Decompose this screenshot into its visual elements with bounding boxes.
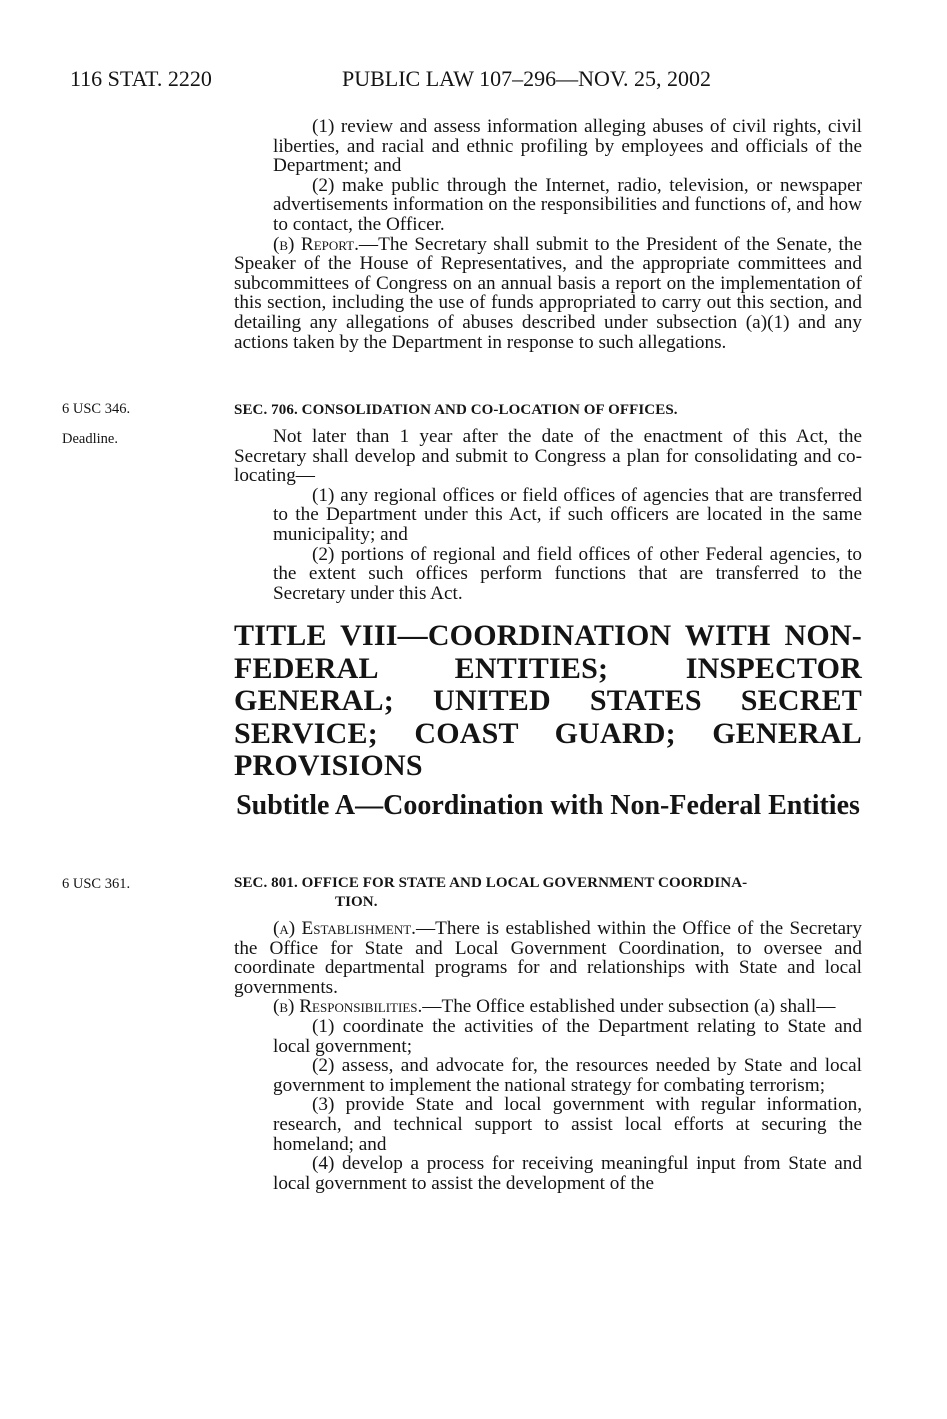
section-heading-line: SEC. 801. OFFICE FOR STATE AND LOCAL GOVERNMENT COORDINA- bbox=[234, 875, 748, 891]
section-intro: Not later than 1 year after the date of the enactment of this Act, the Secretary shall develop and submit to Congress a plan for consolidating and co-locating— bbox=[234, 426, 862, 487]
paragraph-item: (3) provide State and local government with regular information, research, and technical support to assist local efforts at securing the homeland; and bbox=[273, 1094, 862, 1155]
margin-note-deadline: Deadline. bbox=[62, 431, 118, 447]
report-subsection bbox=[234, 235, 862, 353]
subsection-label: (b) Report. bbox=[273, 233, 359, 255]
subsection-text: —The Office established under subsection (a) shall— bbox=[422, 996, 836, 1018]
section-706-body bbox=[234, 427, 862, 603]
subsection-label: (b) Responsibilities. bbox=[273, 996, 423, 1018]
stat-page-number: 116 STAT. 2220 bbox=[70, 66, 212, 91]
subsection-label: (a) Establishment. bbox=[273, 918, 416, 939]
establishment-subsection bbox=[234, 919, 862, 997]
paragraph-item: (4) develop a process for receiving meaningful input from State and local government to assist the development of the bbox=[273, 1153, 862, 1194]
margin-note-usc-361: 6 USC 361. bbox=[62, 876, 131, 892]
section-801-body bbox=[234, 919, 862, 1193]
section-heading-line: TION. bbox=[335, 894, 378, 910]
paragraph-item: (2) make public through the Internet, radio, television, or newspaper advertisements information on the responsibilities and functions of, and how to contact, the Officer. bbox=[273, 174, 862, 235]
paragraph-item: (1) review and assess information alleging abuses of civil rights, civil liberties, and racial and ethnic profiling by employees and officials of the Department; and bbox=[273, 116, 862, 177]
subsection-text: —The Secretary shall submit to the President of the Senate, the Speaker of the House of Representatives, and the appropriate committees and subcommittees of Congress on an annual basis a report on the implementation of this section, including the use of funds appropriated to carry out this section, and detailing any allegations of abuses described under subsection (a)(1) and any actions taken by the Department in response to such allegations. bbox=[234, 233, 863, 353]
responsibilities-subsection bbox=[234, 997, 862, 1017]
public-law-citation: PUBLIC LAW 107–296—NOV. 25, 2002 bbox=[342, 66, 711, 91]
section-801-heading bbox=[234, 874, 862, 912]
title-viii-heading: TITLE VIII—COORDINATION WITH NON-FEDERAL ENTITIES; INSPECTOR GENERAL; UNITED STATES SECRET SERVICE; COAST GUARD; GENERAL PROVISIONS bbox=[234, 619, 862, 782]
subsection-text: —There is established within the Office of the Secretary the Office for State and Local Government Coordination, to oversee and coordinate departmental programs for and relationships with State and local governments. bbox=[234, 918, 862, 998]
margin-note-usc-346: 6 USC 346. bbox=[62, 401, 131, 417]
paragraph-item: (2) portions of regional and field offices of other Federal agencies, to the extent such offices perform functions that are transferred to the Secretary under this Act. bbox=[273, 543, 862, 604]
paragraph-item: (1) any regional offices or field offices of agencies that are transferred to the Department under this Act, if such officers are located in the same municipality; and bbox=[273, 484, 862, 545]
paragraph-item: (2) assess, and advocate for, the resources needed by State and local government to implement the national strategy for combating terrorism; bbox=[273, 1055, 862, 1096]
section-705-continuation bbox=[234, 117, 862, 352]
section-706-heading: SEC. 706. CONSOLIDATION AND CO-LOCATION OF OFFICES. bbox=[234, 402, 678, 418]
subtitle-a-heading: Subtitle A—Coordination with Non-Federal Entities bbox=[236, 790, 860, 821]
paragraph-item: (1) coordinate the activities of the Department relating to State and local government; bbox=[273, 1015, 862, 1057]
